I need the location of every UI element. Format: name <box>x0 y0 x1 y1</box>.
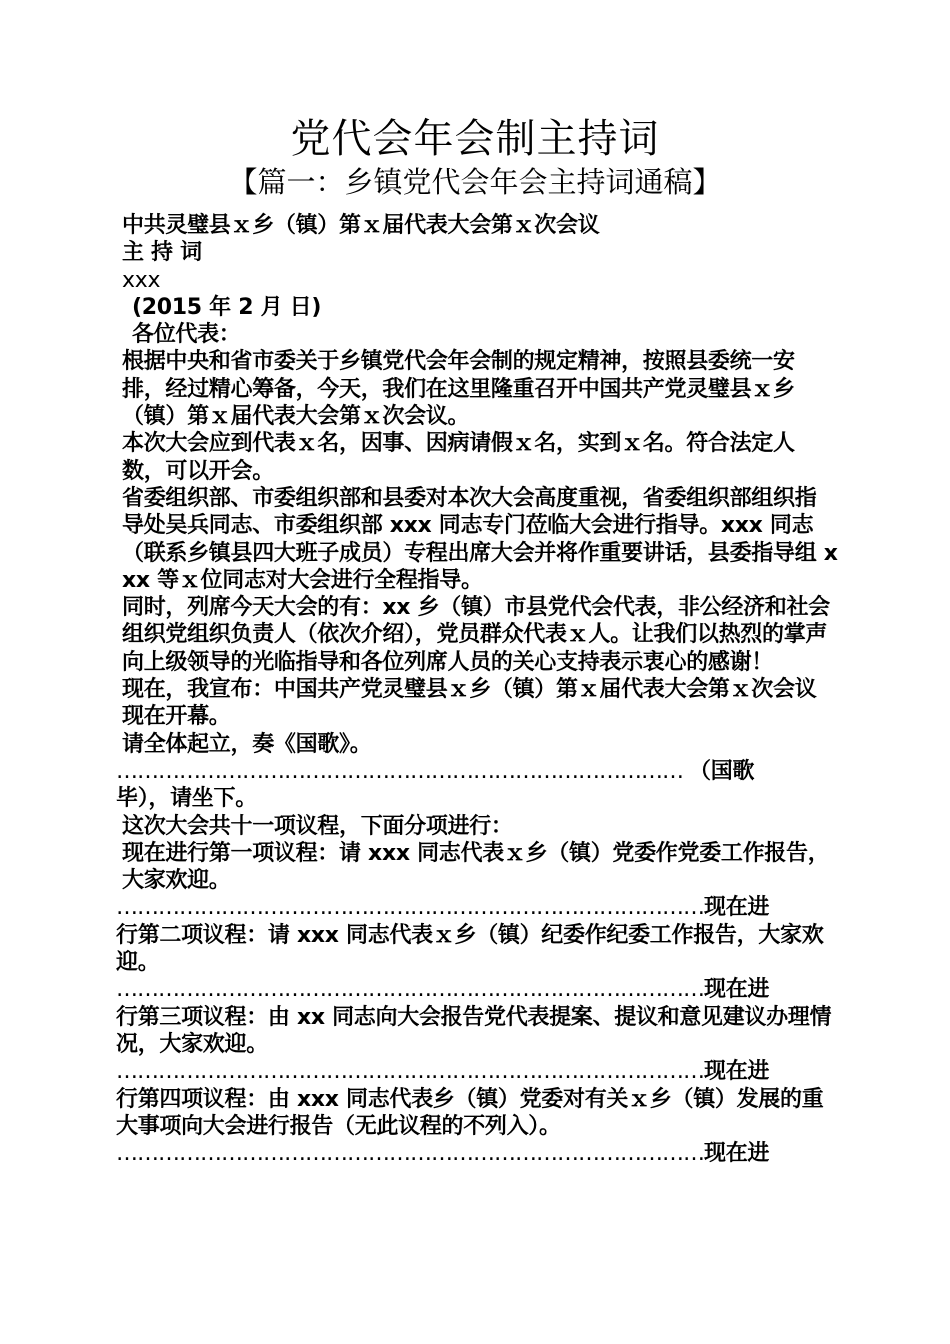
meeting-heading: 中共灵璧县ｘ乡（镇）第ｘ届代表大会第ｘ次会议 <box>122 213 600 238</box>
dotted-line-tail: 现在进 <box>704 1059 770 1085</box>
paragraph: 毕），请坐下。 <box>116 786 257 812</box>
document-subtitle: 【篇一：乡镇党代会年会主持词通稿】 <box>228 165 722 199</box>
dotted-line-tail: 现在进 <box>704 1141 770 1167</box>
paragraph: 这次大会共十一项议程，下面分项进行： <box>122 813 513 839</box>
paragraph: 请全体起立，奏《国歌》。 <box>122 731 372 757</box>
paragraph: 行第三项议程：由 xx 同志向大会报告党代表提案、提议和意见建议办理情况，大家欢迎。 <box>116 1004 832 1057</box>
dot-leader: ………………………………………………………………………… <box>116 977 704 1003</box>
salutation: 各位代表： <box>132 322 241 348</box>
dotted-line <box>116 894 838 921</box>
dot-leader: ……………………………………………………………………… <box>116 758 689 784</box>
document-title: 党代会年会制主持词 <box>290 116 660 162</box>
dot-leader: ………………………………………………………………………… <box>116 895 704 921</box>
document-body <box>116 212 838 1167</box>
speech-date: (2015 年 2 月 日) <box>132 294 322 320</box>
paragraph: 现在进行第一项议程：请 xxx 同志代表ｘ乡（镇）党委作党委工作报告，大家欢迎。 <box>122 840 830 894</box>
paragraph: 省委组织部、市委组织部和县委对本次大会高度重视，省委组织部组织指导处吴兵同志、市委组织部 xxx 同志专门莅临大会进行指导。xxx 同志（联系乡镇县四大班子成员）专程出席大会并将作重要讲话，县委指导组 xxx 等ｘ位同志对大会进行全程指导。 <box>122 485 838 593</box>
speaker-name: xxx <box>122 267 161 293</box>
dotted-line-tail: （国歌 <box>689 758 755 784</box>
paragraph: 本次大会应到代表ｘ名，因事、因病请假ｘ名，实到ｘ名。符合法定人数，可以开会。 <box>122 431 795 484</box>
dotted-line-tail: 现在进 <box>704 977 770 1003</box>
host-speech-label: 主 持 词 <box>122 240 202 266</box>
paragraph: 根据中央和省市委关于乡镇党代会年会制的规定精神，按照县委统一安排，经过精心筹备，今天，我们在这里隆重召开中国共产党灵璧县ｘ乡（镇）第ｘ届代表大会第ｘ次会议。 <box>122 349 795 430</box>
dotted-line <box>116 758 838 785</box>
paragraph: 现在，我宣布：中国共产党灵璧县ｘ乡（镇）第ｘ届代表大会第ｘ次会议现在开幕。 <box>122 677 817 730</box>
paragraph: 行第四项议程：由 xxx 同志代表乡（镇）党委对有关ｘ乡（镇）发展的重大事项向大会进行报告（无此议程的不列入）。 <box>116 1086 824 1139</box>
dotted-line-tail: 现在进 <box>704 895 770 921</box>
dot-leader: ………………………………………………………………………… <box>116 1059 704 1085</box>
dotted-line <box>116 1140 838 1167</box>
dotted-line <box>116 976 838 1003</box>
dot-leader: ………………………………………………………………………… <box>116 1141 704 1167</box>
paragraph: 行第二项议程：请 xxx 同志代表ｘ乡（镇）纪委作纪委工作报告，大家欢迎。 <box>116 922 824 976</box>
paragraph: 同时，列席今天大会的有：xx 乡（镇）市县党代会代表，非公经济和社会组织党组织负责人（依次介绍），党员群众代表ｘ人。让我们以热烈的掌声向上级领导的光临指导和各位列席人员的关心支持表示衷心的感谢！ <box>122 595 830 675</box>
dotted-line <box>116 1058 838 1085</box>
